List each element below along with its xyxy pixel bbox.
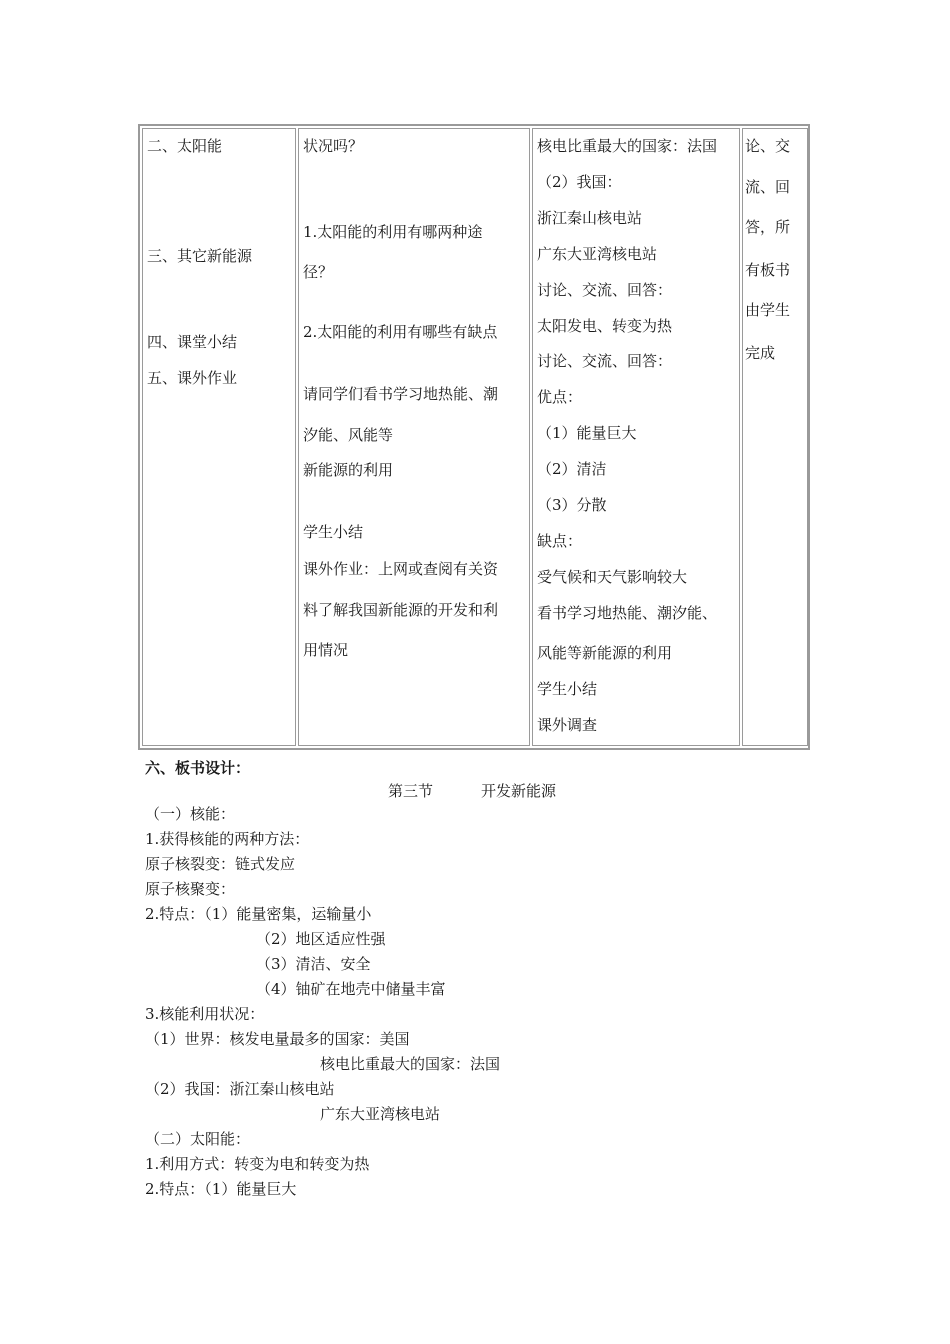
- board-line: 2.特点：（1）能量密集，运输量小: [145, 905, 372, 923]
- table-cell-text: 论、交: [745, 137, 791, 155]
- table-cell-text: 受气候和天气影响较大: [537, 568, 688, 586]
- table-column-notes: [742, 128, 808, 746]
- table-cell-text: 完成: [745, 344, 776, 362]
- table-cell-text: 径？: [303, 263, 334, 281]
- board-line: 广东大亚湾核电站: [320, 1105, 441, 1123]
- table-cell-text: 料了解我国新能源的开发和利: [303, 601, 499, 619]
- table-cell-text: 状况吗？: [303, 137, 364, 155]
- board-line: 3.核能利用状况：: [145, 1005, 265, 1023]
- board-design-heading: 六、板书设计：: [145, 759, 251, 777]
- board-line: 1.利用方式：转变为电和转变为热: [145, 1155, 370, 1173]
- table-cell-text: 二、太阳能: [147, 137, 223, 155]
- table-cell-text: 优点：: [537, 388, 583, 406]
- table-cell-text: 有板书: [745, 261, 791, 279]
- table-cell-text: 学生小结: [537, 680, 598, 698]
- table-cell-text: 三、其它新能源: [147, 247, 253, 265]
- board-line: （2）我国：浙江秦山核电站: [145, 1080, 335, 1098]
- table-cell-text: 2.太阳能的利用有哪些有缺点: [303, 323, 498, 341]
- board-line: 原子核聚变：: [145, 880, 236, 898]
- table-cell-text: 风能等新能源的利用: [537, 644, 673, 662]
- table-cell-text: 核电比重最大的国家：法国: [537, 137, 718, 155]
- table-cell-text: （2）清洁: [537, 460, 607, 478]
- lesson-table: [138, 124, 810, 750]
- table-cell-text: 由学生: [745, 301, 791, 319]
- table-cell-text: 1.太阳能的利用有哪两种途: [303, 223, 483, 241]
- table-cell-text: （2）我国：: [537, 173, 622, 191]
- section-number: 第三节: [388, 782, 434, 800]
- table-cell-text: 学生小结: [303, 523, 364, 541]
- board-line: （2）地区适应性强: [256, 930, 386, 948]
- table-cell-text: 浙江秦山核电站: [537, 209, 643, 227]
- board-line: 1.获得核能的两种方法：: [145, 830, 310, 848]
- table-cell-text: 讨论、交流、回答：: [537, 281, 673, 299]
- table-cell-text: 新能源的利用: [303, 461, 394, 479]
- board-line: 核电比重最大的国家：法国: [320, 1055, 501, 1073]
- table-column-teacher: [298, 128, 530, 746]
- table-cell-text: 课外作业：上网或查阅有关资: [303, 560, 499, 578]
- table-cell-text: 课外调查: [537, 716, 598, 734]
- table-cell-text: 四、课堂小结: [147, 333, 238, 351]
- table-column-sections: [142, 128, 296, 746]
- table-cell-text: 五、课外作业: [147, 369, 238, 387]
- table-cell-text: 看书学习地热能、潮汐能、: [537, 604, 718, 622]
- board-line: （一）核能：: [145, 805, 236, 823]
- table-column-student: [532, 128, 740, 746]
- table-cell-text: 缺点：: [537, 532, 583, 550]
- board-line: 2.特点：（1）能量巨大: [145, 1180, 297, 1198]
- table-cell-text: 流、回: [745, 178, 791, 196]
- table-cell-text: 太阳发电、转变为热: [537, 317, 673, 335]
- board-line: （4）铀矿在地壳中储量丰富: [256, 980, 446, 998]
- table-cell-text: 讨论、交流、回答：: [537, 352, 673, 370]
- section-name: 开发新能源: [481, 782, 557, 800]
- board-line: （3）清洁、安全: [256, 955, 371, 973]
- table-cell-text: 汐能、风能等: [303, 426, 394, 444]
- board-line: （二）太阳能：: [145, 1130, 251, 1148]
- board-line: 原子核裂变：链式发应: [145, 855, 296, 873]
- table-cell-text: 请同学们看书学习地热能、潮: [303, 385, 499, 403]
- board-line: （1）世界：核发电量最多的国家：美国: [145, 1030, 410, 1048]
- table-cell-text: （1）能量巨大: [537, 424, 637, 442]
- table-cell-text: （3）分散: [537, 496, 607, 514]
- table-cell-text: 答，所: [745, 218, 791, 236]
- table-cell-text: 广东大亚湾核电站: [537, 245, 658, 263]
- table-cell-text: 用情况: [303, 641, 349, 659]
